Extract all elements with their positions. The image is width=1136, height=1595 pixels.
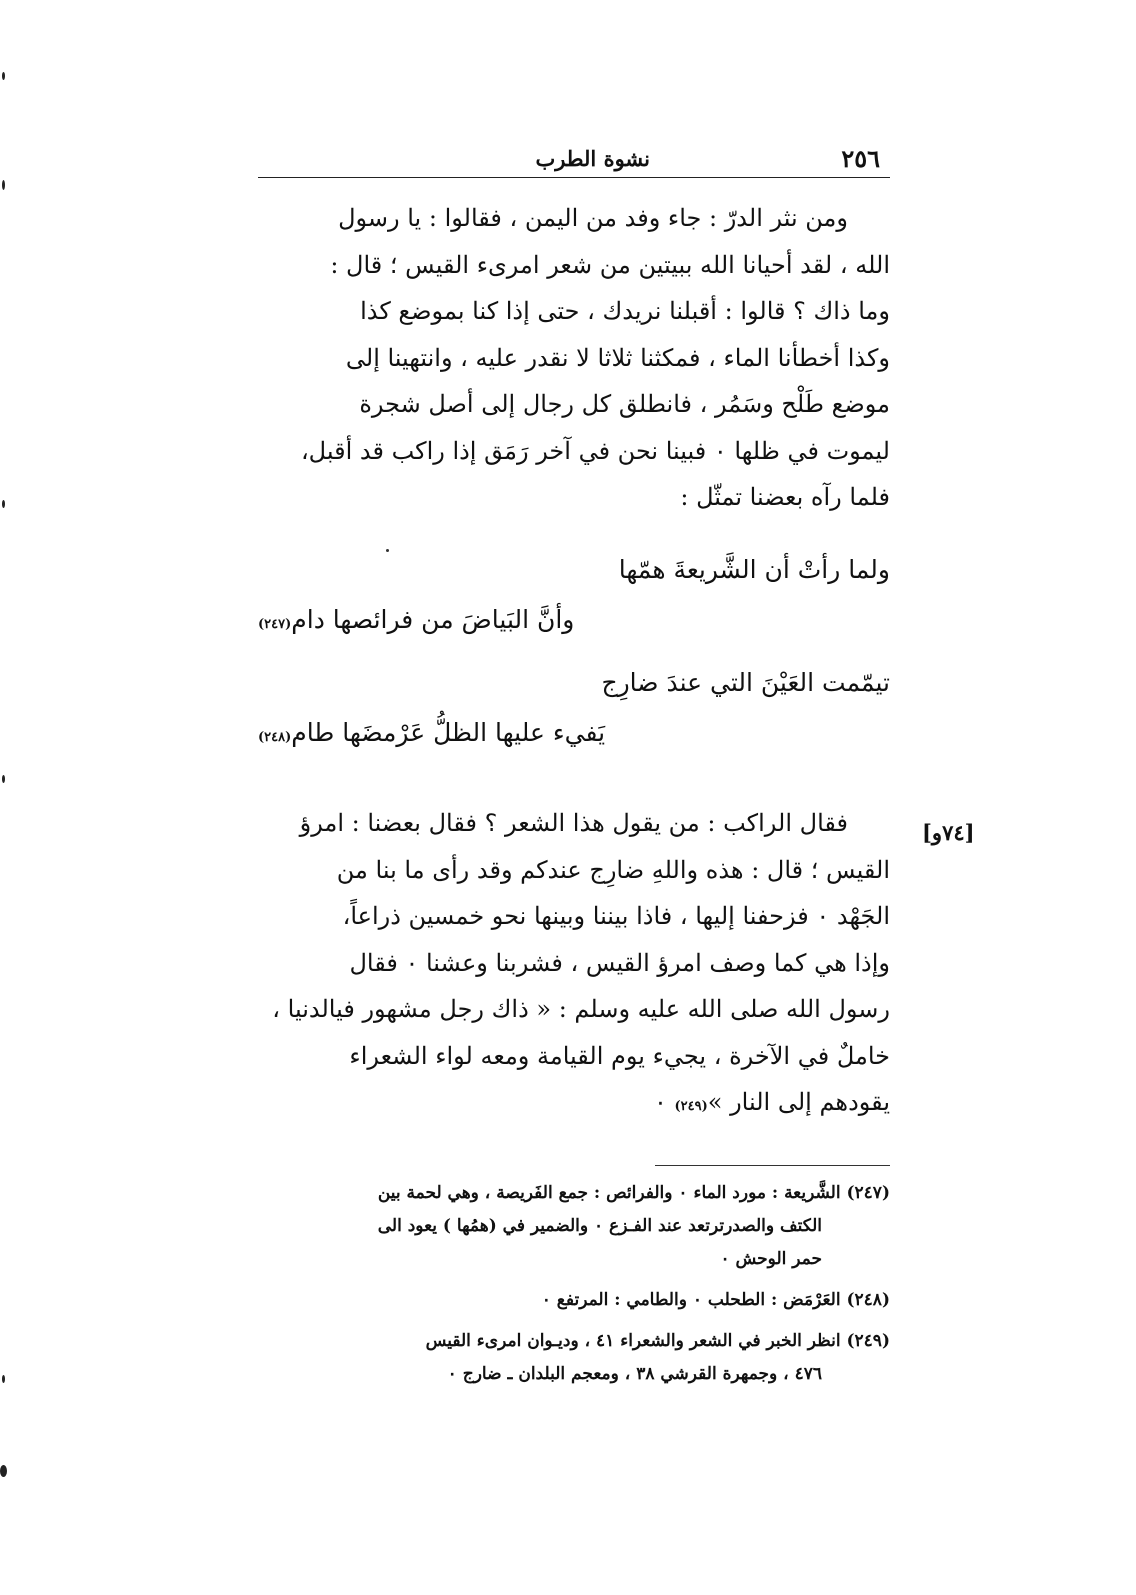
ink-speck xyxy=(386,549,389,552)
scan-speck xyxy=(2,500,5,508)
verse-text: تيمّمت العَيْنَ التي عندَ ضارِج xyxy=(601,668,890,697)
verse-text: ولما رأتْ أن الشَّريعةَ همّها xyxy=(618,555,890,584)
footnote-reference: (٢٤٧) xyxy=(258,617,292,632)
footnote-reference: (٢٤٨) xyxy=(258,730,292,745)
verse-text: يَفيء عليها الظلُّ عَرْمضَها طام xyxy=(291,718,606,747)
text-line: رسول الله صلى الله عليه وسلم : « ذاك رجل مشهور فيالدنيا ، xyxy=(272,995,890,1023)
footnote-line: ٤٧٦ ، وجمهرة القرشي ٣٨ ، ومعجم البلدان ـ ضارج ٠ xyxy=(447,1364,822,1384)
footnote-text: العَرْمَض : الطحلب ٠ والطامي : المرتفع ٠ xyxy=(541,1290,841,1310)
end-dot: ٠ xyxy=(653,1088,667,1116)
verse-text: وأنَّ البَياضَ من فرائصها دام xyxy=(291,605,575,634)
footnote-line: حمر الوحش ٠ xyxy=(720,1249,822,1269)
footnote-number: (٢٤٩) xyxy=(846,1331,890,1351)
footnote-249 xyxy=(250,1325,890,1391)
running-title: نشوة الطرب xyxy=(535,146,650,171)
paragraph-1 xyxy=(258,195,890,521)
footnote-line xyxy=(250,1284,890,1317)
manuscript-folio-marker: [٧٤و] xyxy=(922,820,975,845)
poem xyxy=(258,555,890,755)
text-line: وكذا أخطأنا الماء ، فمكثنا ثلاثا لا نقدر عليه ، وانتهينا إلى xyxy=(345,343,890,372)
text-line: الله ، لقد أحيانا الله ببيتين من شعر امرىء القيس ؛ قال : xyxy=(330,250,890,279)
footnote-line xyxy=(250,1325,890,1358)
footnote-number: (٢٤٨) xyxy=(846,1290,890,1310)
footnote-line xyxy=(250,1177,890,1210)
header-rule xyxy=(258,177,890,178)
page-header xyxy=(258,140,890,180)
footnote-reference: (٢٤٩) xyxy=(674,1099,708,1114)
footnote-248 xyxy=(250,1284,890,1317)
scan-speck xyxy=(2,72,5,80)
text-segment: يقودهم إلى النار » xyxy=(707,1088,890,1116)
text-line-last xyxy=(258,1079,890,1126)
scan-speck xyxy=(2,1375,5,1383)
footnote-247 xyxy=(250,1177,890,1276)
text-line: خاملٌ في الآخرة ، يجيء يوم القيامة ومعه لواء الشعراء xyxy=(349,1041,890,1070)
footnotes xyxy=(250,1177,890,1399)
scan-speck xyxy=(2,775,5,783)
page-number: ٢٥٦ xyxy=(841,144,880,173)
poem-verse xyxy=(258,605,574,634)
poem-verse xyxy=(619,555,890,584)
poem-verse xyxy=(258,718,605,747)
footnote-line: الكتف والصدرترتعد عند الفـزع ٠ والضمير في (همُها ) يعود الى xyxy=(377,1216,822,1236)
paragraph-2 xyxy=(258,800,890,1126)
text-line: ليموت في ظلها ٠ فبينا نحن في آخر رَمَق إذا راكب قد أقبل، xyxy=(300,436,890,465)
text-line: ومن نثر الدرّ : جاء وفد من اليمن ، فقالوا : يا رسول xyxy=(338,204,848,232)
scan-speck xyxy=(2,180,5,190)
text-line: وإذا هي كما وصف امرؤ القيس ، فشربنا وعشنا ٠ فقال xyxy=(349,948,890,977)
scan-speck xyxy=(0,1465,7,1477)
footnote-separator xyxy=(655,1165,890,1166)
text-line: موضع طَلْح وسَمُر ، فانطلق كل رجال إلى أصل شجرة xyxy=(359,390,890,418)
poem-verse xyxy=(601,668,890,697)
text-line: فلما رآه بعضنا تمثّل : xyxy=(680,483,890,511)
footnote-number: (٢٤٧) xyxy=(846,1183,890,1203)
text-line: وما ذاك ؟ قالوا : أقبلنا نريدك ، حتى إذا كنا بموضع كذا xyxy=(360,297,890,325)
footnote-text: انظر الخبر في الشعر والشعراء ٤١ ، وديـوان امرىء القيس xyxy=(425,1331,841,1351)
text-line: الجَهْد ٠ فزحفنا إليها ، فاذا بيننا وبينها نحو خمسين ذراعاً، xyxy=(342,902,890,930)
text-line: القيس ؛ قال : هذه واللهِ ضارِج عندكم وقد رأى ما بنا من xyxy=(336,855,890,884)
text-line: فقال الراكب : من يقول هذا الشعر ؟ فقال بعضنا : امرؤ xyxy=(299,809,848,837)
footnote-text: الشَّريعة : مورد الماء ٠ والفرائص : جمع الفَريصة ، وهي لحمة بين xyxy=(377,1183,841,1203)
